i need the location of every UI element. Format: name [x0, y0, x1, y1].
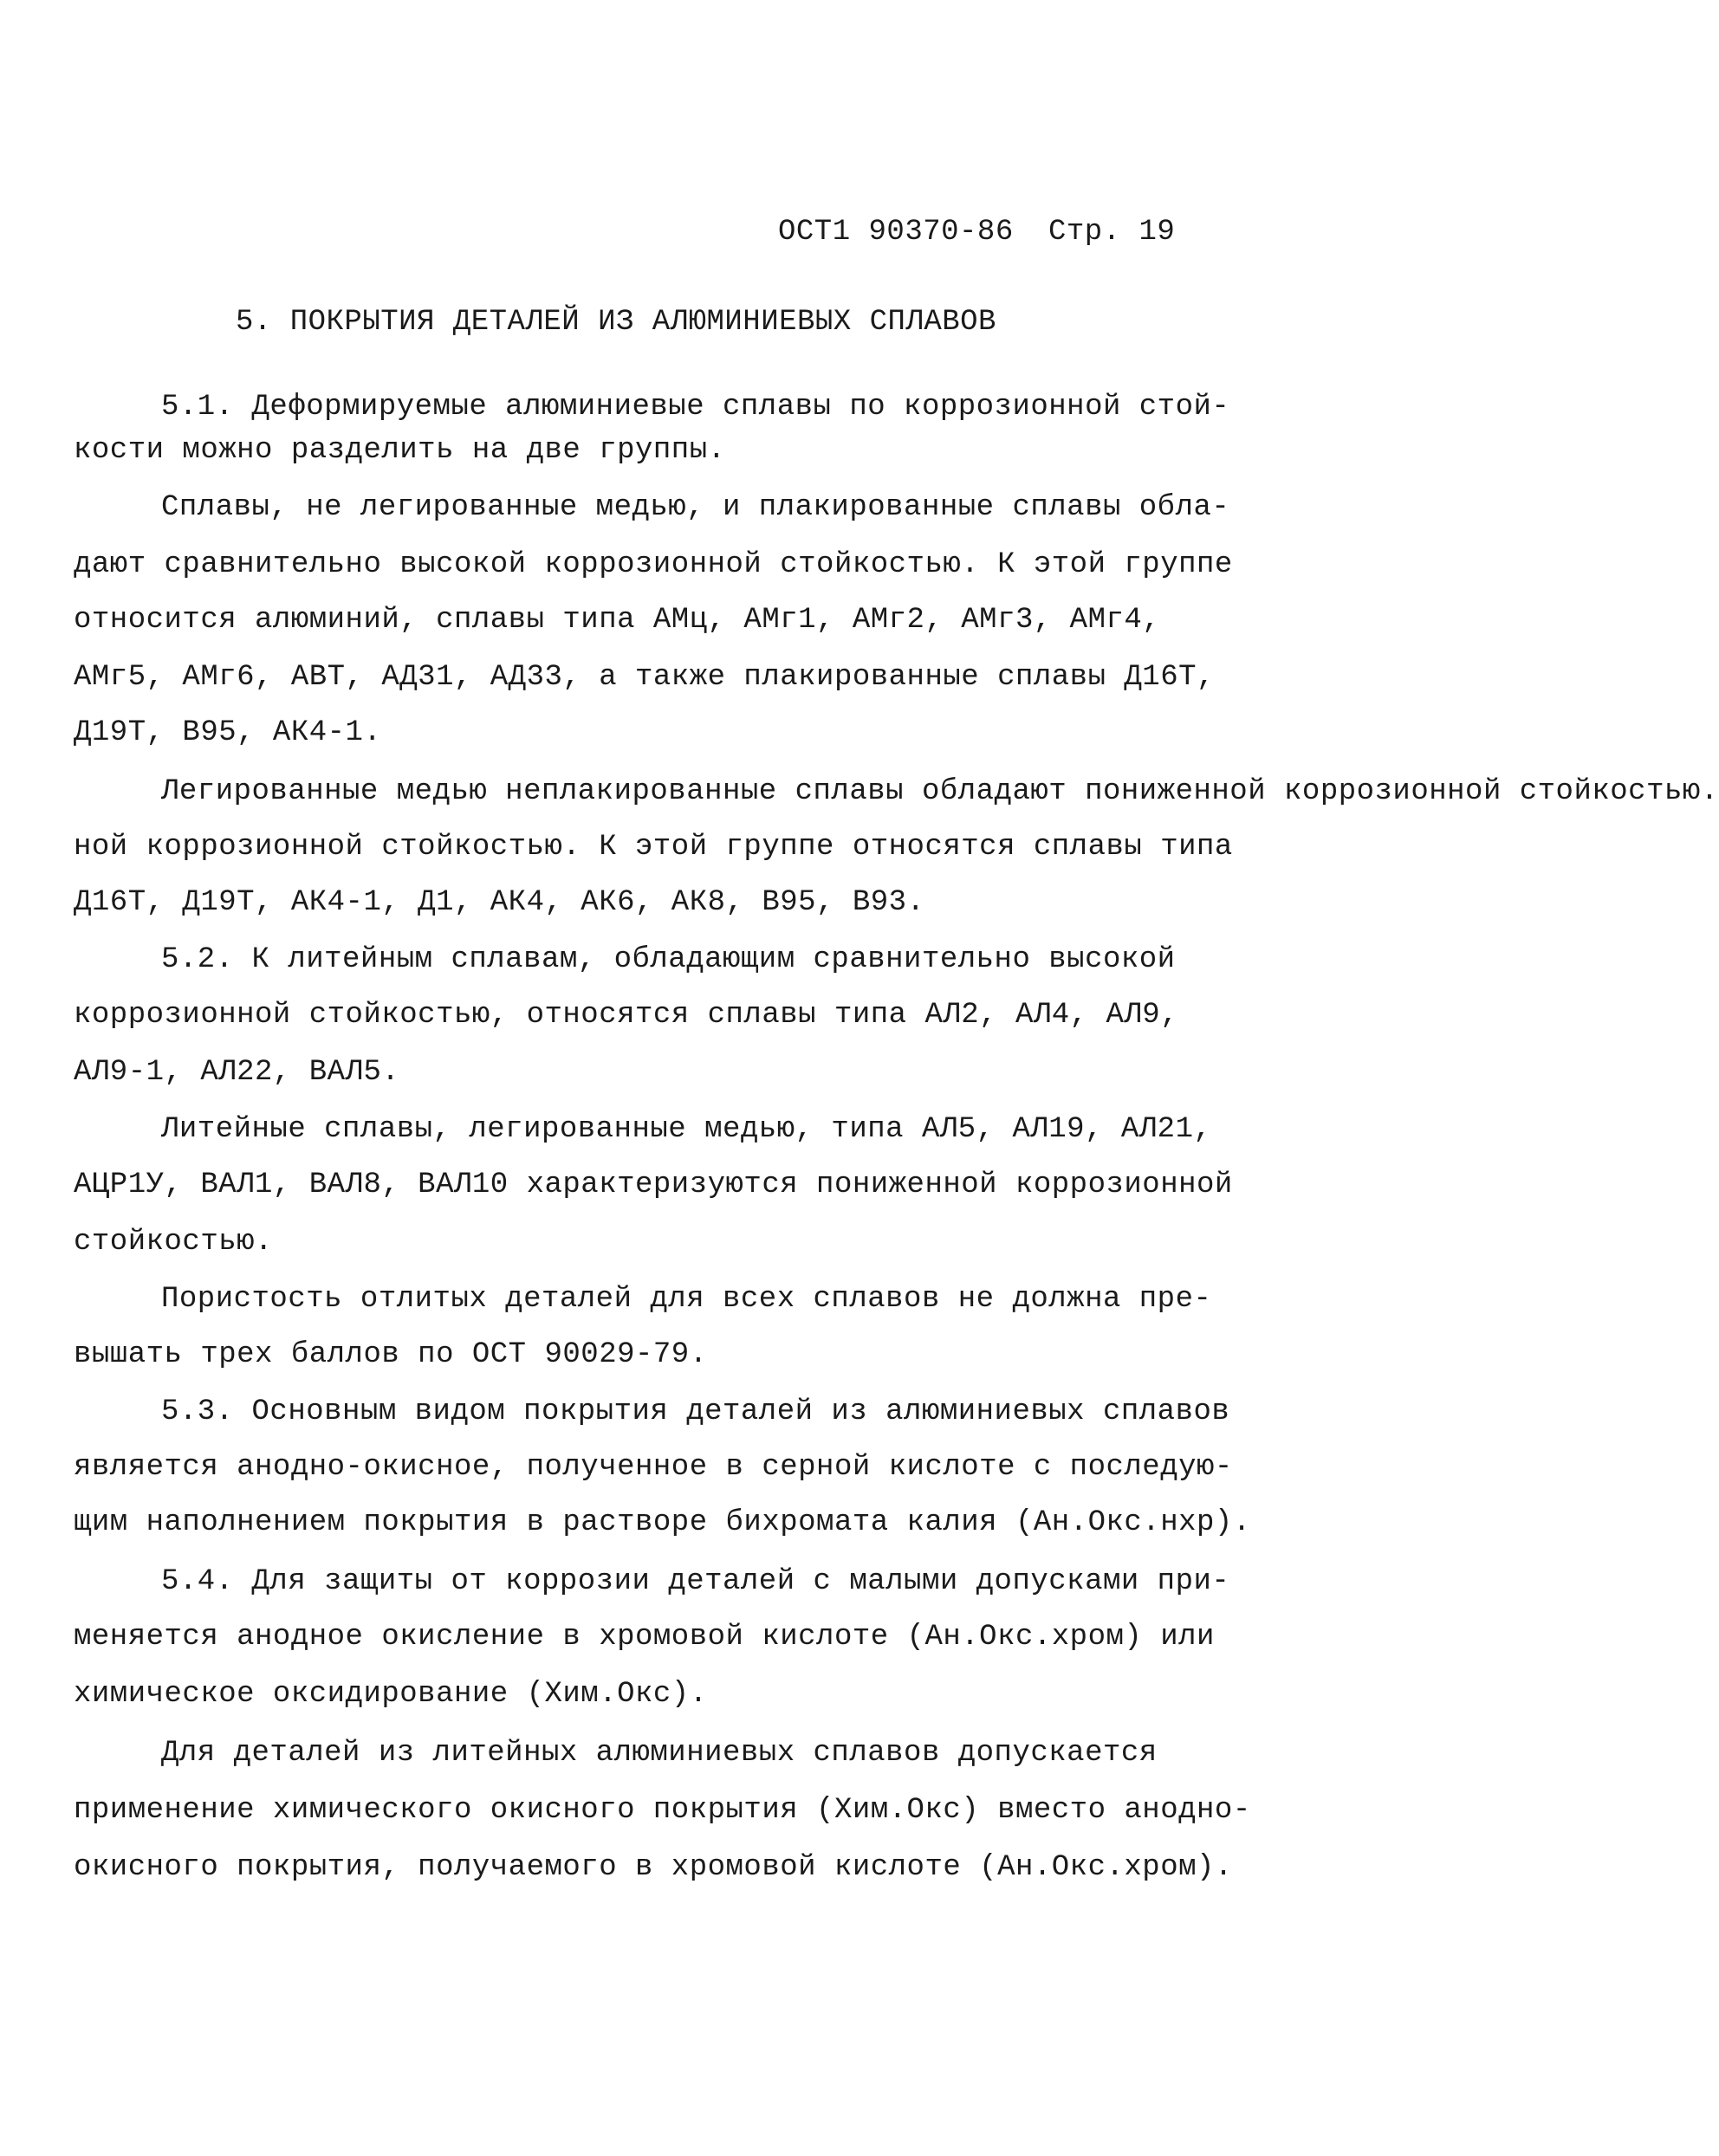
- text-line: АМг5, АМг6, АВТ, АД31, АД33, а также плакированные сплавы Д16Т,: [74, 661, 1215, 694]
- text-line: дают сравнительно высокой коррозионной стойкостью. К этой группе: [74, 548, 1233, 581]
- text-line: Легированные медью неплакированные сплавы обладают пониженной коррозионной стойкостью.: [161, 775, 1719, 808]
- section-title: 5. ПОКРЫТИЯ ДЕТАЛЕЙ ИЗ АЛЮМИНИЕВЫХ СПЛАВОВ: [236, 306, 996, 339]
- text-line: стойкостью.: [74, 1226, 273, 1259]
- text-line: Сплавы, не легированные медью, и плакированные сплавы обла-: [161, 491, 1230, 524]
- text-line: АЛ9-1, АЛ22, ВАЛ5.: [74, 1056, 400, 1089]
- text-line: Д16Т, Д19Т, АК4-1, Д1, АК4, АК6, АК8, В95, В93.: [74, 886, 925, 919]
- text-line: относится алюминий, сплавы типа АМц, АМг1, АМг2, АМг3, АМг4,: [74, 604, 1161, 637]
- text-line: АЦР1У, ВАЛ1, ВАЛ8, ВАЛ10 характеризуются пониженной коррозионной: [74, 1169, 1233, 1201]
- page-number: Стр. 19: [1048, 216, 1176, 249]
- text-line: кости можно разделить на две группы.: [74, 434, 726, 467]
- document-code: ОСТ1 90370-86: [778, 216, 1014, 249]
- text-line: щим наполнением покрытия в растворе бихромата калия (Ан.Окс.нхр).: [74, 1506, 1251, 1539]
- text-line: 5.3. Основным видом покрытия деталей из алюминиевых сплавов: [161, 1395, 1230, 1428]
- text-line: Д19Т, В95, АК4-1.: [74, 716, 382, 749]
- text-line: Литейные сплавы, легированные медью, типа АЛ5, АЛ19, АЛ21,: [161, 1113, 1212, 1146]
- text-line: меняется анодное окисление в хромовой кислоте (Ан.Окс.хром) или: [74, 1621, 1215, 1654]
- text-line: ной коррозионной стойкостью. К этой группе относятся сплавы типа: [74, 831, 1233, 864]
- text-line: применение химического окисного покрытия (Хим.Окс) вместо анодно-: [74, 1794, 1251, 1827]
- text-line: 5.1. Деформируемые алюминиевые сплавы по коррозионной стой-: [161, 391, 1230, 424]
- text-line: 5.4. Для защиты от коррозии деталей с малыми допусками при-: [161, 1565, 1230, 1598]
- text-line: является анодно-окисное, полученное в серной кислоте с последую-: [74, 1451, 1233, 1484]
- text-line: окисного покрытия, получаемого в хромовой кислоте (Ан.Окс.хром).: [74, 1851, 1233, 1884]
- text-line: 5.2. К литейным сплавам, обладающим сравнительно высокой: [161, 943, 1176, 976]
- text-line: коррозионной стойкостью, относятся сплавы типа АЛ2, АЛ4, АЛ9,: [74, 999, 1179, 1032]
- text-line: вышать трех баллов по ОСТ 90029-79.: [74, 1338, 708, 1371]
- text-line: Пористость отлитых деталей для всех сплавов не должна пре-: [161, 1283, 1212, 1316]
- text-line: химическое оксидирование (Хим.Окс).: [74, 1678, 708, 1711]
- text-line: Для деталей из литейных алюминиевых сплавов допускается: [161, 1737, 1158, 1770]
